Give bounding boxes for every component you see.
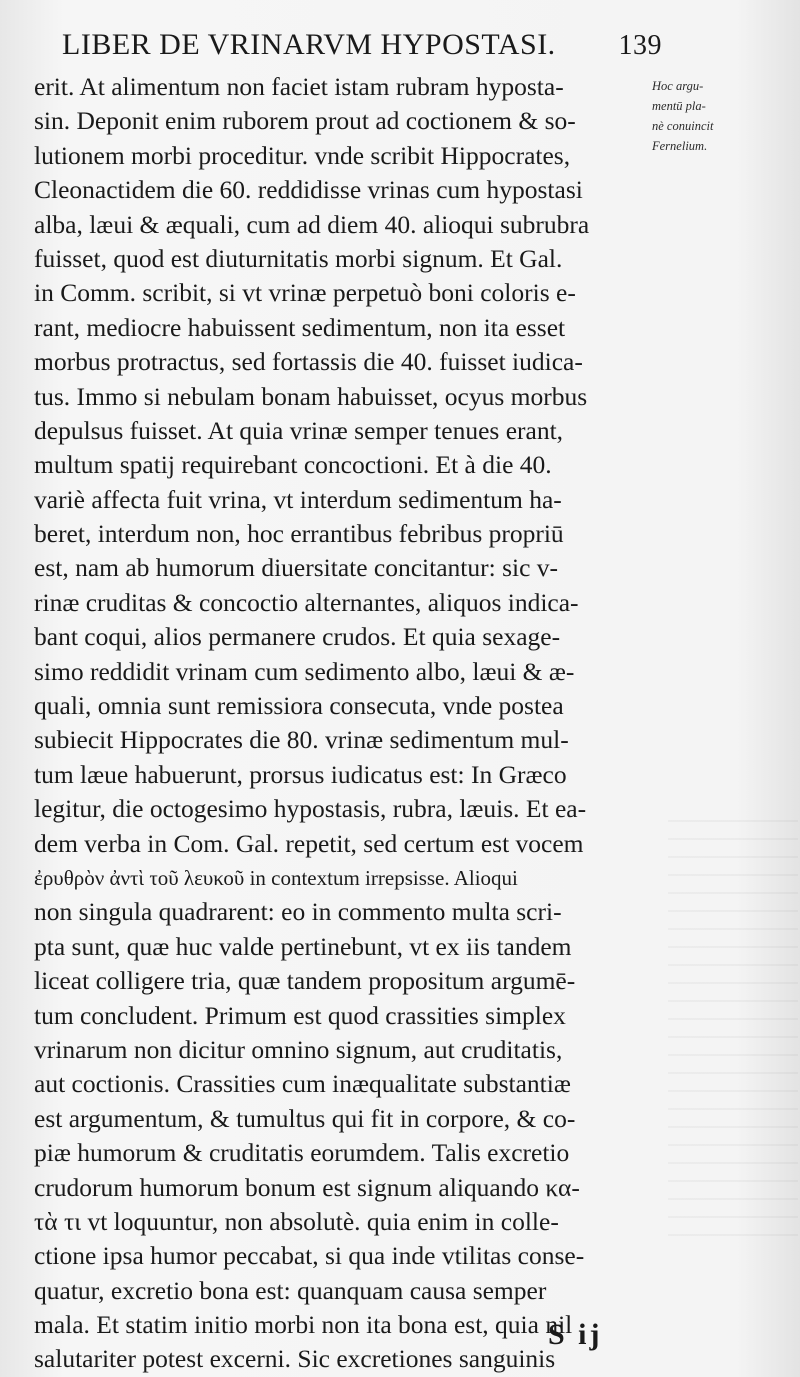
text-line: ctione ipsa humor peccabat, si qua inde vtilitas conse- [34,1241,585,1271]
text-line: simo reddidit vrinam cum sedimento albo, læui & æ- [34,656,575,686]
text-line: mala. Et statim initio morbi non ita bona est, quia nil [34,1310,573,1340]
text-line: non singula quadrarent: eo in commento multa scri- [34,897,562,927]
margin-note-line: Fernelium. [652,139,708,153]
text-line: erit. At alimentum non faciet istam rubram hyposta- [34,72,564,101]
text-line: fuisset, quod est diuturnitatis morbi signum. Et Gal. [34,243,563,273]
page-number: 139 [618,30,662,61]
text-line: depulsus fuisset. At quia vrinæ semper tenues erant, [34,415,564,445]
text-line: tus. Immo si nebulam bonam habuisset, ocyus morbus [34,381,588,411]
text-line: liceat colligere tria, quæ tandem propositum argumē- [34,966,576,996]
text-line: legitur, die octogesimo hypostasis, rubra, læuis. Et ea- [34,794,587,824]
show-through-texture [668,820,798,1240]
text-line: est argumentum, & tumultus qui fit in corpore, & co- [34,1103,576,1133]
margin-note-line: mentū pla- [652,99,706,113]
text-line: quali, omnia sunt remissiora consecuta, vnde postea [34,691,564,721]
text-line: crudorum humorum bonum est signum aliquando κα- [34,1172,580,1202]
text-line: subiecit Hippocrates die 80. vrinæ sedimentum mul- [34,725,569,755]
text-line: multum spatij requirebant concoctioni. Et à die 40. [34,450,552,480]
text-line: variè affecta fuit vrina, vt interdum sedimentum ha- [34,484,562,514]
margin-note-line: nè conuincit [652,119,714,133]
text-line-greek: ἐρυθρὸν ἀντὶ τοῦ λευκοῦ in contextum irrepsisse. Alioqui [34,865,518,890]
body-text [34,70,664,1377]
text-line: tum concludent. Primum est quod crassities simplex [34,1000,566,1030]
text-line: in Comm. scribit, si vt vrinæ perpetuò boni coloris e- [34,278,576,308]
margin-note-line: Hoc argu- [652,79,704,93]
text-line: tum læue habuerunt, prorsus iudicatus est: In Græco [34,759,567,789]
text-line: pta sunt, quæ huc valde pertinebunt, vt ex iis tandem [34,931,572,961]
text-line: est, nam ab humorum diuersitate concitantur: sic v- [34,553,559,583]
text-line: dem verba in Com. Gal. repetit, sed certum est vocem [34,828,584,858]
text-line: aut coctionis. Crassities cum inæqualitate substantiæ [34,1069,571,1099]
text-line: beret, interdum non, hoc errantibus febribus propriū [34,519,564,549]
running-header [62,28,662,72]
text-line: τὰ τι vt loquuntur, non absolutè. quia enim in colle- [34,1206,559,1236]
text-line: bant coqui, alios permanere crudos. Et quia sexage- [34,622,561,652]
text-line: alba, læui & æquali, cum ad diem 40. alioqui subrubra [34,209,590,239]
text-line: Cleonactidem die 60. reddidisse vrinas cum hypostasi [34,175,583,205]
text-line: morbus protractus, sed fortassis die 40. fuisset iudica- [34,347,583,377]
text-line: quatur, excretio bona est: quanquam causa semper [34,1275,547,1305]
signature-mark: S ij [548,1318,603,1351]
running-title: LIBER DE VRINARVM HYPOSTASI. [62,28,556,61]
text-line: rant, mediocre habuissent sedimentum, non ita esset [34,312,566,342]
text-line: vrinarum non dicitur omnino signum, aut cruditatis, [34,1034,563,1064]
text-line: piæ humorum & cruditatis eorumdem. Talis excretio [34,1138,570,1168]
text-line: sin. Deponit enim ruborem prout ad coctionem & so- [34,106,576,136]
text-line: lutionem morbi proceditur. vnde scribit Hippocrates, [34,140,571,170]
text-line: rinæ cruditas & concoctio alternantes, aliquos indica- [34,587,579,617]
text-line: salutariter potest excerni. Sic excretiones sanguinis [34,1344,556,1374]
margin-note [652,76,762,156]
